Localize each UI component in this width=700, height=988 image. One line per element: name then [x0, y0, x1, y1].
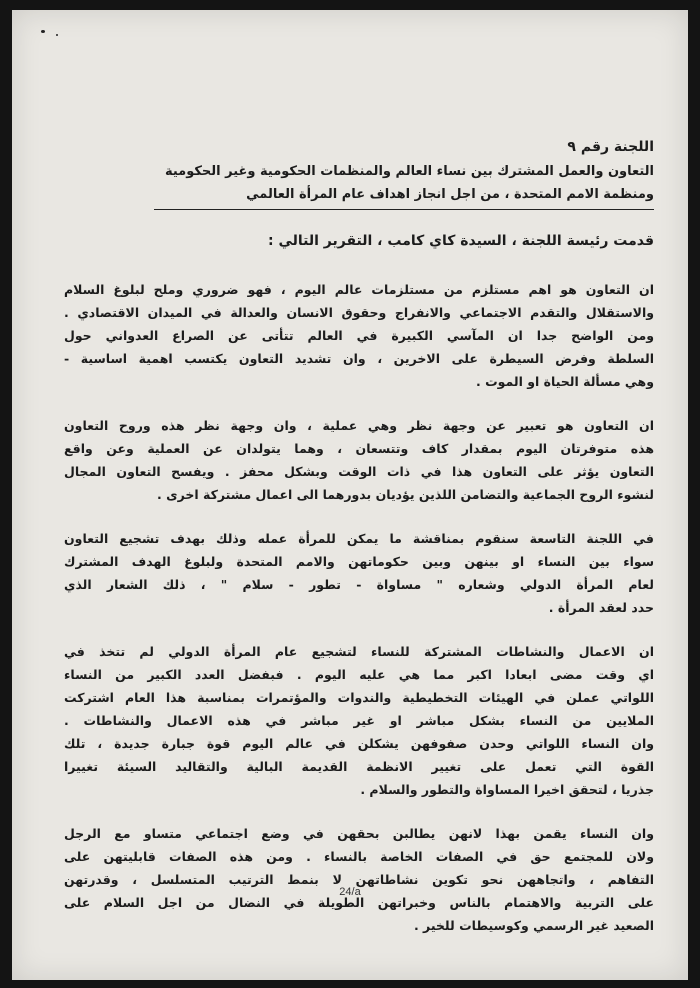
text-line: ومن الواضح جدا ان المآسي الكبيرة في العالم تتأتى عن الصراع العدواني حول: [64, 328, 654, 343]
text-line: جذريا ، لتحقق اخيرا المساواة والتطور والسلام .: [360, 782, 654, 797]
text-line: القوة التي تعمل على تغيير الانظمة القديمة البالية والتقاليد السيئة تغييرا: [64, 759, 654, 774]
page-number: 24/a: [339, 886, 361, 898]
committee-heading: اللجنة رقم ٩: [567, 139, 654, 155]
subject-underline: [154, 209, 654, 210]
subject-line: التعاون والعمل المشترك بين نساء العالم والمنظمات الحكومية وغير الحكومية: [164, 164, 654, 179]
text-line: اللواتي عملن في الهيئات التخطيطية والندوات والمؤتمرات بمناسبة هذا العام اشتركت: [64, 690, 654, 705]
document-body: [64, 136, 654, 937]
paragraph: [64, 278, 654, 393]
text-line: سواء بين النساء او بينهن وبين حكوماتهن والامم المتحدة ولبلوغ الهدف المشترك: [64, 554, 654, 569]
text-line: وان النساء يقمن بهذا لانهن يطالبن بحقهن في وضع اجتماعي متساو مع الرجل: [64, 826, 654, 841]
text-line: التفاهم ، واتجاههن نحو تكوين نشاطاتهن لا بنمط الترتيب المتسلسل ، وقدرتهن: [64, 872, 654, 887]
text-line: في اللجنة التاسعة سنقوم بمناقشة ما يمكن للمرأة عمله وذلك بهدف تشجيع التعاون: [64, 531, 654, 546]
subject-block: [64, 160, 654, 210]
text-line: ان الاعمال والنشاطات المشتركة للنساء لتشجيع عام المرأة الدولي لم تتخذ في: [64, 644, 654, 659]
document-page: [12, 10, 688, 980]
ink-speck: [41, 30, 45, 33]
text-line: السلطة وفرض السيطرة على الاخرين ، وان تشديد التعاون يكتسب اهمية اساسية -: [64, 351, 654, 366]
text-line: وان النساء اللواتي وحدن صفوفهن يشكلن في عالم اليوم قوة جبارة جديدة ، تلك: [64, 736, 654, 751]
subject-line: ومنظمة الامم المتحدة ، من اجل انجاز اهداف عام المرأة العالمي: [246, 187, 654, 202]
text-line: وهي مسألة الحياة او الموت .: [476, 374, 654, 389]
text-line: ولان للمجتمع حق في الصفات الخاصة بالنساء . ومن هذه الصفات قابليتهن على: [64, 849, 654, 864]
text-line: هذه متوفرتان اليوم بمقدار كاف وتتسعان ، وهما يتولدان عن العملية وعن واقع: [64, 441, 654, 456]
text-line: التعاون يؤثر على التعاون هذا في ذات الوقت وبشكل محفز . ويفسح التعاون المجال: [64, 464, 654, 479]
text-line: اي وقت مضى ابعادا اكبر مما هي عليه اليوم . فبفضل العدد الكبير من النساء: [64, 667, 654, 682]
text-line: على التربية والاهتمام بالناس وخبراتهن الطويلة في النضال من اجل السلام على: [64, 895, 654, 910]
text-line: ان التعاون هو اهم مستلزم من مستلزمات عالم اليوم ، فهو ضروري وملح لبلوغ السلام: [64, 282, 654, 297]
text-line: الصعيد غير الرسمي وكوسيطات للخير .: [413, 918, 654, 933]
paragraph: [64, 527, 654, 619]
paragraph: [64, 822, 654, 937]
paragraph: [64, 640, 654, 801]
text-line: لنشوء الروح الجماعية والتضامن اللذين يؤديان بدورهما الى اعمال مشتركة اخرى .: [157, 487, 654, 502]
text-line: الملايين من النساء بشكل مباشر او غير مباشر في هذه الاعمال والنشاطات .: [64, 713, 654, 728]
text-line: حدد لعقد المرأة .: [548, 600, 654, 615]
text-line: والاستقلال والتقدم الاجتماعي والانفراج وحقوق الانسان والعدالة في الميدان الاقتصادي .: [64, 305, 654, 320]
text-line: لعام المرأة الدولي وشعاره " مساواة - تطور - سلام " ، ذلك الشعار الذي: [64, 577, 654, 592]
text-line: ان التعاون هو تعبير عن وجهة نظر وهي عملية ، وان وجهة نظر هذه وروح التعاون: [64, 418, 654, 433]
report-intro: قدمت رئيسة اللجنة ، السيدة كاي كامب ، التقرير التالي :: [267, 233, 654, 249]
ink-speck: [56, 34, 58, 36]
paragraph: [64, 414, 654, 506]
